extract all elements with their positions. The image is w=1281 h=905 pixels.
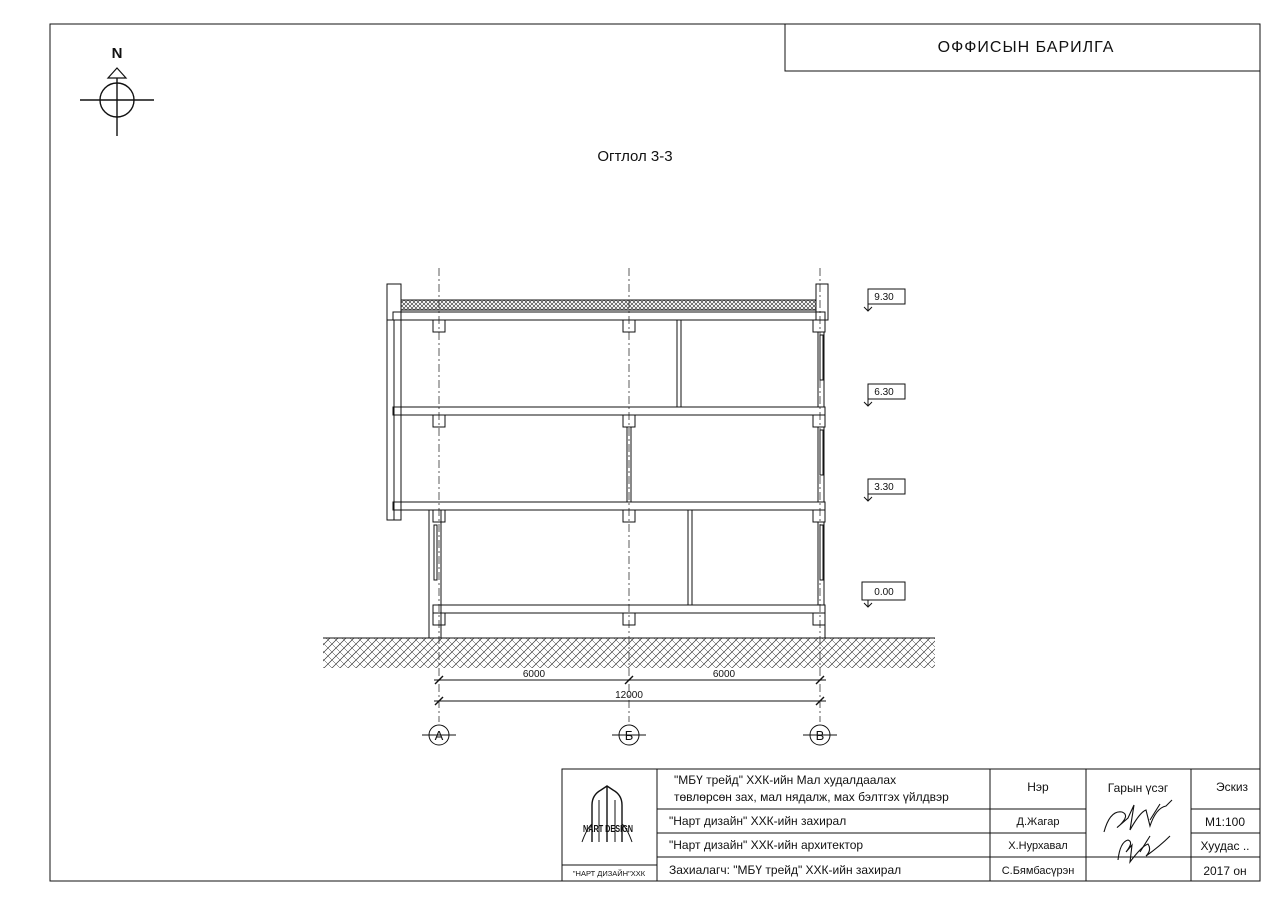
row-3-name: С.Бямбасүрэн: [1001, 865, 1075, 877]
row-2-role: "Нарт дизайн" ХХК-ийн архитектор: [669, 838, 864, 852]
dimension-span-left: 6000: [522, 669, 546, 680]
row-3-info: 2017 он: [1203, 864, 1247, 878]
level-marker-000: [862, 582, 905, 607]
signature-2: [1118, 836, 1170, 862]
north-label: N: [111, 45, 123, 62]
company-caption: "НАРТ ДИЗАЙН"ХХК: [572, 869, 646, 878]
axis-marker-v: [803, 725, 837, 745]
header-box: [785, 24, 1260, 71]
column-sketch-header: Эскиз: [1215, 780, 1249, 794]
company-logo: [582, 786, 633, 842]
row-1-info: М1:100: [1204, 815, 1246, 829]
row-2-info: Хуудас ..: [1200, 839, 1250, 853]
dimension-span-right: 6000: [712, 669, 736, 680]
row-1-name: Д.Жагар: [1016, 816, 1060, 828]
slab-2: [393, 502, 825, 510]
svg-text:В: В: [815, 728, 825, 743]
svg-text:6.30: 6.30: [874, 387, 894, 398]
roof-layer: [401, 300, 816, 310]
row-2-name: Х.Нурхавал: [1008, 840, 1068, 852]
axis-marker-b: [612, 725, 646, 745]
column-name-header: Нэр: [1027, 780, 1049, 794]
svg-text:3.30: 3.30: [874, 482, 894, 493]
axis-marker-a: [422, 725, 456, 745]
slab-3: [393, 407, 825, 415]
row-3-role: Захиалагч: "МБҮ трейд" ХХК-ийн захирал: [669, 863, 902, 877]
svg-text:Б: Б: [624, 728, 634, 743]
project-line-1: "МБҮ трейд" ХХК-ийн Мал худалдаалах: [674, 773, 897, 787]
level-marker-630: [864, 384, 905, 406]
dimension-total: 12000: [615, 690, 643, 701]
svg-text:А: А: [434, 728, 444, 743]
signature-1: [1104, 800, 1172, 832]
level-marker-330: [864, 479, 905, 501]
project-line-2: төвлөрсөн зах, мал нядалж, мах бэлтгэх үйлдвэр: [674, 790, 949, 804]
logo-text: NART DESIGN: [583, 824, 633, 835]
row-1-role: "Нарт дизайн" ХХК-ийн захирал: [669, 814, 847, 828]
building-section: [387, 284, 828, 638]
north-arrow-icon: [80, 45, 154, 136]
slab-roof: [393, 312, 825, 320]
column-signature-header: Гарын үсэг: [1107, 781, 1169, 795]
dimension-lines: [434, 669, 826, 705]
level-marker-930: [864, 289, 905, 311]
project-title: ОФФИСЫН БАРИЛГА: [937, 39, 1115, 56]
section-title: Огтлол 3-3: [597, 148, 673, 165]
svg-text:9.30: 9.30: [874, 292, 894, 303]
title-block: [562, 769, 1260, 881]
svg-text:0.00: 0.00: [874, 587, 894, 598]
